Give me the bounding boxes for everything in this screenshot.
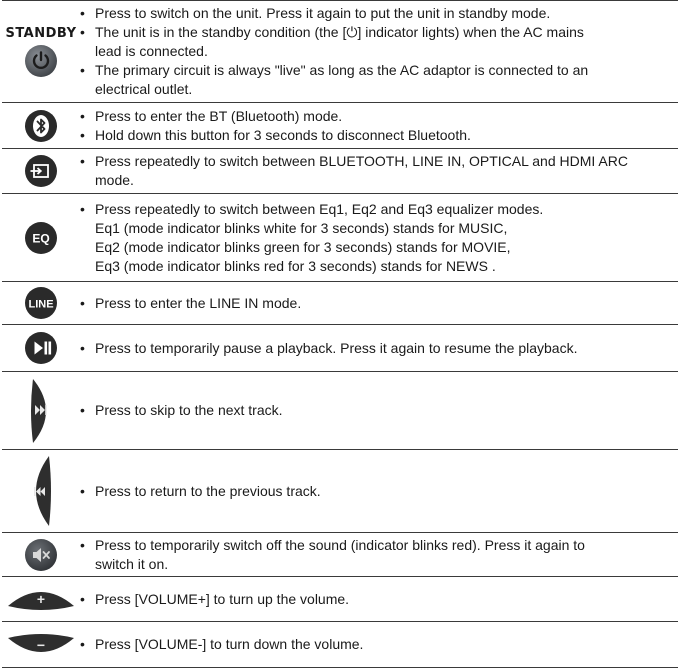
mute-icon [24,538,58,572]
description-cell [80,372,678,450]
row-volume-down [2,622,678,668]
next-track-icon [21,377,61,445]
description-list [80,536,678,574]
power-icon [24,44,58,78]
description-list [80,200,678,276]
plus-label: + [36,591,46,607]
description-list [80,590,678,609]
icon-cell [2,103,80,149]
description-cell [80,282,678,325]
icon-cell [2,450,80,533]
description-line: • Press to return to the previous track. [80,482,678,501]
description-cell [80,325,678,372]
line-in-icon [23,286,59,320]
description-line: Eq2 (mode indicator blinks green for 3 seconds) stands for MOVIE, [95,238,511,255]
description-line: • The unit is in the standby condition (the [⏻] indicator lights) when the AC mains [80,23,678,42]
description-cell [80,533,678,577]
description-list [80,635,678,654]
description-line: • Hold down this button for 3 seconds to disconnect Bluetooth. [80,126,678,145]
icon-cell [2,622,80,668]
icon-cell [2,1,80,103]
icon-cell [2,194,80,282]
eq-icon [24,221,58,255]
minus-label: − [36,636,46,653]
description-list [80,401,678,420]
row-next [2,372,678,450]
eq-label: EQ [32,231,50,245]
description-line: • Press to temporarily switch off the sound (indicator blinks red). Press it again to [80,536,678,555]
row-standby [2,1,678,103]
description-list [80,482,678,501]
description-line: • Press to temporarily pause a playback. Press it again to resume the playback. [80,339,678,358]
play-pause-icon [24,331,58,365]
description-line: lead is connected. [95,43,208,59]
description-list [80,107,678,145]
previous-track-icon [21,454,61,528]
icon-cell [2,325,80,372]
description-line: • Press to enter the BT (Bluetooth) mode. [80,107,678,126]
description-line: Eq1 (mode indicator blinks white for 3 seconds) stands for MUSIC, [95,219,508,236]
description-list [80,4,678,99]
description-line: electrical outlet. [95,81,193,97]
description-list [80,339,678,358]
description-line: • Press repeatedly to switch between BLUETOOTH, LINE IN, OPTICAL and HDMI ARC [80,152,678,171]
description-list [80,294,678,313]
description-line: Eq3 (mode indicator blinks red for 3 seconds) stands for NEWS . [95,257,496,274]
description-line: • The primary circuit is always "live" as long as the AC adaptor is connected to an [80,61,678,80]
description-cell [80,577,678,622]
volume-minus-icon [6,630,76,660]
icon-cell [2,149,80,194]
button-function-table [2,0,678,668]
bluetooth-icon [24,109,58,143]
description-line: mode. [95,172,134,188]
row-play-pause [2,325,678,372]
standby-label: STANDBY [5,25,77,41]
row-line-in [2,282,678,325]
icon-cell [2,282,80,325]
description-line: • Press [VOLUME-] to turn down the volume. [80,635,678,654]
description-cell [80,194,678,282]
description-line: • Press to enter the LINE IN mode. [80,294,678,313]
description-line: • Press to skip to the next track. [80,401,678,420]
description-cell [80,149,678,194]
row-volume-up [2,577,678,622]
row-mute [2,533,678,577]
description-line: switch it on. [95,555,169,572]
row-source [2,149,678,194]
icon-cell [2,372,80,450]
description-line: • Press repeatedly to switch between Eq1, Eq2 and Eq3 equalizer modes. [80,200,678,219]
icon-cell [2,533,80,577]
volume-plus-icon [6,584,76,614]
description-line: • Press [VOLUME+] to turn up the volume. [80,590,678,609]
row-eq [2,194,678,282]
description-cell [80,103,678,149]
description-line: • Press to switch on the unit. Press it again to put the unit in standby mode. [80,4,678,23]
description-cell [80,622,678,668]
description-list [80,152,678,190]
line-label: LINE [28,298,54,311]
source-input-icon [24,154,58,188]
description-cell [80,450,678,533]
row-previous [2,450,678,533]
icon-cell [2,577,80,622]
description-cell [80,1,678,103]
row-bluetooth [2,103,678,149]
